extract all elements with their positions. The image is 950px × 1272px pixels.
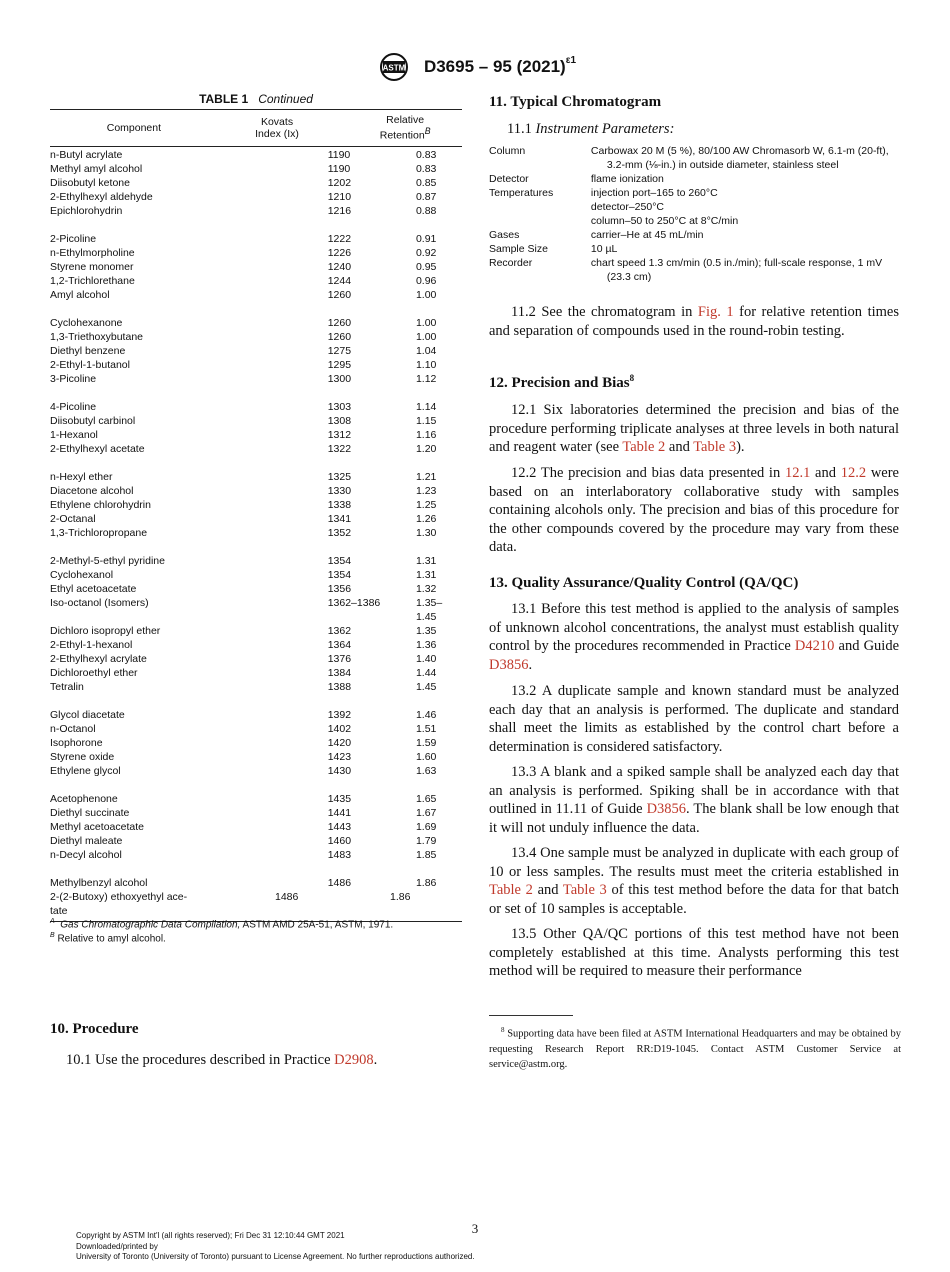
link-12-1[interactable]: 12.1 xyxy=(784,465,811,481)
cell-kovats-index: 1260 xyxy=(327,317,352,329)
cell-kovats-index: 1486 xyxy=(275,891,299,903)
section-12-heading: 12. Precision and Bias$^8$ xyxy=(489,373,635,391)
cell-kovats-index: 1300 xyxy=(327,373,352,385)
para-13-5: 13.5 Other QA/QC portions of this test method have not been completely established at this time. Analysts performing this test method will be required to measure their performance xyxy=(489,926,899,980)
cell-kovats-index: 1240 xyxy=(327,261,352,273)
table-row xyxy=(50,176,462,190)
cell-component: 2-Ethyl-1-hexanol xyxy=(50,639,133,651)
para-13-3: 13.3 A blank and a spiked sample shall be analyzed each day that an analysis is performed. Spiking shall be in accordance with that outlined in 11.11 of Guide D3856. The blank shall be low enough that it will not unduly influence the data. xyxy=(489,764,899,836)
cell-relative-retention: 1.20 xyxy=(415,443,437,455)
cell-kovats-index: 1362 xyxy=(327,625,352,637)
row-gap xyxy=(50,610,462,624)
parameter-row xyxy=(489,242,901,256)
section-13-heading: 13. Quality Assurance/Quality Control (QA/QC) xyxy=(489,575,799,591)
parameter-label xyxy=(489,214,591,228)
cell-component: n-Hexyl ether xyxy=(50,471,113,483)
cell-component: n-Ethylmorpholine xyxy=(50,247,135,259)
table-row xyxy=(50,582,462,596)
parameter-label xyxy=(489,200,591,214)
cell-relative-retention: 1.30 xyxy=(415,527,437,539)
link-d4210[interactable]: D4210 xyxy=(794,638,835,655)
cell-relative-retention: 1.23 xyxy=(415,485,437,497)
cell-component: 1,3-Triethoxybutane xyxy=(50,331,143,343)
cell-component: Diethyl maleate xyxy=(50,835,123,847)
cell-kovats-index: 1330 xyxy=(327,485,352,497)
row-gap xyxy=(50,862,462,876)
cell-component: Acetophenone xyxy=(50,793,118,805)
cell-relative-retention: 0.83 xyxy=(415,149,437,161)
cell-kovats-index: 1486 xyxy=(327,877,352,889)
cell-component: Glycol diacetate xyxy=(50,709,125,721)
table-row xyxy=(50,330,462,344)
cell-relative-retention: 0.85 xyxy=(415,177,437,189)
cell-component: Tetralin xyxy=(50,681,84,693)
row-gap xyxy=(50,778,462,792)
cell-component: Ethylene chlorohydrin xyxy=(50,499,151,511)
cell-kovats-index: 1430 xyxy=(327,765,352,777)
cell-component: Epichlorohydrin xyxy=(50,205,123,217)
table-footnote-a: $^A$ Gas Chromatographic Data Compilation, ASTM AMD 25A-51, ASTM, 1971. xyxy=(50,918,394,931)
link-table-2b[interactable]: Table 2 xyxy=(489,882,533,899)
cell-component: Diisobutyl carbinol xyxy=(50,415,136,427)
cell-component: 2-Ethyl-1-butanol xyxy=(50,359,130,371)
designation: D3695 – 95 $(2021)^{\varepsilon 1}$ xyxy=(423,55,577,76)
cell-relative-retention: 1.00 xyxy=(415,331,437,343)
cell-relative-retention: 1.16 xyxy=(415,429,437,441)
cell-relative-retention: 0.95 xyxy=(415,261,437,273)
table-row xyxy=(50,666,462,680)
table-row xyxy=(50,890,462,918)
cell-relative-retention: 0.96 xyxy=(415,275,437,287)
cell-kovats-index: 1362–1386 xyxy=(327,597,381,609)
cell-kovats-index: 1338 xyxy=(327,499,352,511)
cell-relative-retention: 1.31 xyxy=(415,555,437,567)
section-10-heading: 10. Procedure xyxy=(50,1021,139,1037)
cell-relative-retention: 1.00 xyxy=(415,289,437,301)
copyright-notice: Copyright by ASTM Int'l (all rights reserved); Fri Dec 31 12:10:44 GMT 2021 Downloaded/printed by University of Toronto (University of Toronto) pursuant to License Agreement. No further reproductions authorized. xyxy=(76,1231,475,1261)
cell-kovats-index: 1423 xyxy=(327,751,352,763)
table-row xyxy=(50,806,462,820)
cell-component: 2-Picoline xyxy=(50,233,97,245)
cell-component: n-Butyl acrylate xyxy=(50,149,123,161)
parameter-label: Column xyxy=(489,145,526,157)
parameter-value: chart speed 1.3 cm/min (0.5 in./min); full-scale response, 1 mV (23.3 cm) xyxy=(590,257,883,283)
cell-relative-retention: 1.79 xyxy=(415,835,437,847)
table-row xyxy=(50,288,462,302)
cell-kovats-index: 1392 xyxy=(327,709,352,721)
cell-relative-retention: 1.26 xyxy=(415,513,437,525)
link-12-2[interactable]: 12.2 xyxy=(840,465,867,481)
table-row xyxy=(50,834,462,848)
cell-component: n-Decyl alcohol xyxy=(50,849,122,861)
para-13-4: 13.4 One sample must be analyzed in duplicate with each group of 10 or less samples. The results must meet the criteria established in Table 2 and Table 3 of this test method before the data for that batch or set of 10 samples is acceptable. xyxy=(489,845,899,917)
para-12-1: 12.1 Six laboratories determined the precision and bias of the procedure performing triplicate analyses at three levels in both natural and reagent water (see Table 2 and Table 3). xyxy=(489,402,899,456)
table-row xyxy=(50,792,462,806)
cell-component: Amyl alcohol xyxy=(50,289,110,301)
cell-kovats-index: 1354 xyxy=(327,555,352,567)
cell-kovats-index: 1384 xyxy=(327,667,352,679)
table-row xyxy=(50,680,462,694)
cell-relative-retention: 1.44 xyxy=(415,667,437,679)
cell-component: Ethylene glycol xyxy=(50,765,121,777)
cell-component: n-Octanol xyxy=(50,723,96,735)
footnote-8: $^8$ Supporting data have been filed at ASTM International Headquarters and may be obtained by requesting Research Report RR:D19-1045. Contact ASTM Customer Service at service@astm.org. xyxy=(489,1026,901,1070)
cell-kovats-index: 1443 xyxy=(327,821,352,833)
cell-kovats-index: 1388 xyxy=(327,681,352,693)
table-row xyxy=(50,554,462,568)
table-body xyxy=(50,147,462,921)
table-row xyxy=(50,820,462,834)
cell-component: 2-Ethylhexyl aldehyde xyxy=(50,191,153,203)
row-gap xyxy=(50,386,462,400)
table-row xyxy=(50,764,462,778)
table-row xyxy=(50,316,462,330)
cell-relative-retention: 1.00 xyxy=(415,317,437,329)
table-row xyxy=(50,876,462,890)
row-gap xyxy=(50,694,462,708)
table-caption: TABLE 1 Continued xyxy=(199,92,313,106)
table-row xyxy=(50,274,462,288)
parameter-value: carrier–He at 45 mL/min xyxy=(590,229,704,241)
cell-kovats-index: 1308 xyxy=(327,415,352,427)
parameter-row xyxy=(489,144,901,172)
row-gap xyxy=(50,540,462,554)
parameter-row xyxy=(489,214,901,228)
cell-component: 2-Methyl-5-ethyl pyridine xyxy=(50,555,165,567)
table-row xyxy=(50,148,462,162)
cell-component: Styrene monomer xyxy=(50,261,134,273)
cell-kovats-index: 1226 xyxy=(327,247,352,259)
cell-relative-retention: 1.12 xyxy=(415,373,437,385)
cell-component: Diethyl benzene xyxy=(50,345,126,357)
cell-relative-retention: 0.88 xyxy=(415,205,437,217)
cell-relative-retention: 1.15 xyxy=(415,415,437,427)
parameter-value: injection port–165 to 260°C xyxy=(590,187,718,199)
cell-relative-retention: 1.25 xyxy=(415,499,437,511)
parameter-row xyxy=(489,200,901,214)
parameter-value: Carbowax 20 M (5 %), 80/100 AW Chromasorb W, 6.1-m (20-ft), 3.2-mm (⅛-in.) in outside diameter, stainless steel xyxy=(590,145,889,171)
parameter-label: Sample Size xyxy=(489,243,548,255)
table-row xyxy=(50,638,462,652)
table-row xyxy=(50,162,462,176)
cell-kovats-index: 1295 xyxy=(327,359,352,371)
col-component: Component xyxy=(106,122,162,134)
table-footnote-b: $^B$ Relative to amyl alcohol. xyxy=(50,932,166,945)
table-row xyxy=(50,358,462,372)
row-gap xyxy=(50,302,462,316)
cell-relative-retention: 1.85 xyxy=(415,849,437,861)
cell-kovats-index: 1341 xyxy=(327,513,352,525)
cell-component: Dichloroethyl ether xyxy=(50,667,138,679)
para-11-1: 11.1 Instrument Parameters: xyxy=(507,121,675,137)
parameter-label: Detector xyxy=(489,173,529,185)
cell-component: Iso-octanol (Isomers) xyxy=(50,597,149,609)
parameter-value: 10 µL xyxy=(590,243,618,255)
table-row xyxy=(50,750,462,764)
cell-kovats-index: 1210 xyxy=(327,191,352,203)
cell-component: Diacetone alcohol xyxy=(50,485,134,497)
cell-kovats-index: 1303 xyxy=(327,401,352,413)
cell-kovats-index: 1216 xyxy=(327,205,352,217)
cell-component: Cyclohexanol xyxy=(50,569,114,581)
astm-logo-icon xyxy=(374,52,414,82)
cell-component: Styrene oxide xyxy=(50,751,115,763)
table-row xyxy=(50,204,462,218)
cell-component: 1,2-Trichlorethane xyxy=(50,275,135,287)
cell-component: Isophorone xyxy=(50,737,103,749)
table-row xyxy=(50,652,462,666)
para-11-2: 11.2 See the chromatogram in Fig. 1 for relative retention times and separation of compounds used in the round-robin testing. xyxy=(489,304,899,339)
row-gap xyxy=(50,218,462,232)
cell-relative-retention: 1.60 xyxy=(415,751,437,763)
cell-component: Dichloro isopropyl ether xyxy=(50,625,161,637)
cell-relative-retention: 1.67 xyxy=(415,807,437,819)
cell-kovats-index: 1364 xyxy=(327,639,352,651)
table-row xyxy=(50,736,462,750)
cell-relative-retention: 1.40 xyxy=(415,653,437,665)
parameter-label: Recorder xyxy=(489,257,533,269)
link-d2908[interactable]: D2908 xyxy=(334,1052,374,1068)
cell-component: Ethyl acetoacetate xyxy=(50,583,137,595)
cell-kovats-index: 1435 xyxy=(327,793,352,805)
table-row xyxy=(50,484,462,498)
cell-relative-retention: 0.87 xyxy=(415,191,437,203)
parameter-value: column–50 to 250°C at 8°C/min xyxy=(590,215,739,227)
parameter-label: Gases xyxy=(489,229,520,241)
table-row xyxy=(50,400,462,414)
footnote-divider xyxy=(489,1015,573,1016)
cell-relative-retention: 1.35 xyxy=(415,625,437,637)
cell-component: 1-Hexanol xyxy=(50,429,98,441)
table-header xyxy=(50,110,462,147)
cell-relative-retention: 1.86 xyxy=(390,891,411,903)
table-row xyxy=(50,512,462,526)
link-d3856-2[interactable]: D3856 xyxy=(646,801,687,818)
cell-kovats-index: 1312 xyxy=(327,429,352,441)
table-row xyxy=(50,372,462,386)
table-row xyxy=(50,470,462,484)
cell-relative-retention: 0.91 xyxy=(415,233,437,245)
para-13-1: 13.1 Before this test method is applied to the analysis of samples of unknown alcohol concentrations, the analyst must establish quality control by the procedures recommended in Practice D4210 and Guide D3856. xyxy=(489,601,900,673)
cell-kovats-index: 1260 xyxy=(327,289,352,301)
cell-relative-retention: 1.51 xyxy=(415,723,437,735)
cell-kovats-index: 1420 xyxy=(327,737,352,749)
cell-kovats-index: 1402 xyxy=(327,723,352,735)
cell-component: Diethyl succinate xyxy=(50,807,130,819)
table-row xyxy=(50,498,462,512)
cell-relative-retention: 1.21 xyxy=(415,471,437,483)
cell-kovats-index: 1354 xyxy=(327,569,352,581)
table-row xyxy=(50,232,462,246)
table-row xyxy=(50,428,462,442)
cell-kovats-index: 1244 xyxy=(327,275,352,287)
parameter-row xyxy=(489,228,901,242)
page-number: 3 xyxy=(471,1221,479,1236)
cell-relative-retention: 1.46 xyxy=(415,709,437,721)
cell-component: 1,3-Trichloropropane xyxy=(50,527,148,539)
cell-kovats-index: 1190 xyxy=(327,149,351,161)
table-row xyxy=(50,526,462,540)
cell-kovats-index: 1190 xyxy=(327,163,351,175)
col-kovats: Kovats Index (Ix) xyxy=(255,116,299,140)
link-fig-1[interactable]: Fig. 1 xyxy=(697,304,734,320)
parameter-row xyxy=(489,186,901,200)
parameter-label: Temperatures xyxy=(489,187,554,199)
table-row xyxy=(50,568,462,582)
cell-component: 4-Picoline xyxy=(50,401,97,413)
cell-kovats-index: 1441 xyxy=(327,807,352,819)
cell-kovats-index: 1460 xyxy=(327,835,352,847)
cell-relative-retention: 1.32 xyxy=(415,583,437,595)
cell-relative-retention: 1.36 xyxy=(415,639,437,651)
table-row xyxy=(50,442,462,456)
svg-text:ASTM: ASTM xyxy=(382,63,406,73)
cell-component: 2-(2-Butoxy) ethoxyethyl ace- tate xyxy=(50,891,188,917)
table-row xyxy=(50,414,462,428)
cell-relative-retention: 1.14 xyxy=(415,401,437,413)
parameter-value: flame ionization xyxy=(590,173,664,185)
section-11-heading: 11. Typical Chromatogram xyxy=(489,94,662,110)
table-row xyxy=(50,624,462,638)
table-row xyxy=(50,848,462,862)
parameter-row xyxy=(489,256,901,284)
cell-kovats-index: 1483 xyxy=(327,849,352,861)
table-row xyxy=(50,190,462,204)
cell-relative-retention: 1.10 xyxy=(415,359,437,371)
table-row xyxy=(50,596,462,623)
page-header xyxy=(0,52,950,82)
cell-component: 2-Octanal xyxy=(50,513,96,525)
cell-kovats-index: 1222 xyxy=(327,233,352,245)
cell-relative-retention: 1.69 xyxy=(415,821,437,833)
link-d3856[interactable]: D3856 xyxy=(489,656,529,673)
cell-relative-retention: 1.35–1.45 xyxy=(415,597,443,623)
cell-component: Diisobutyl ketone xyxy=(50,177,130,189)
cell-relative-retention: 1.86 xyxy=(415,877,437,889)
link-table-3b[interactable]: Table 3 xyxy=(562,882,607,899)
table-row xyxy=(50,722,462,736)
cell-relative-retention: 1.04 xyxy=(415,345,437,357)
col-relative-retention: Relative Retention$^B$ xyxy=(379,114,431,142)
cell-component: 2-Ethylhexyl acetate xyxy=(50,443,145,455)
table-row xyxy=(50,708,462,722)
table-1 xyxy=(50,109,462,922)
cell-relative-retention: 1.65 xyxy=(415,793,437,805)
row-gap xyxy=(50,456,462,470)
para-13-2: 13.2 A duplicate sample and known standard must be analyzed each day that an analysis is performed. The duplicate and standard shall meet the limits as established by the control chart before a determination is considered satisfactory. xyxy=(489,683,899,755)
cell-component: Methylbenzyl alcohol xyxy=(50,877,148,889)
table-row xyxy=(50,344,462,358)
parameter-value: detector–250°C xyxy=(590,201,664,213)
cell-component: Methyl amyl alcohol xyxy=(50,163,143,175)
cell-component: 2-Ethylhexyl acrylate xyxy=(50,653,147,665)
cell-relative-retention: 0.92 xyxy=(415,247,437,259)
cell-kovats-index: 1202 xyxy=(327,177,352,189)
cell-kovats-index: 1325 xyxy=(327,471,352,483)
cell-kovats-index: 1322 xyxy=(327,443,352,455)
cell-kovats-index: 1352 xyxy=(327,527,352,539)
cell-relative-retention: 1.59 xyxy=(415,737,437,749)
table-row xyxy=(50,246,462,260)
instrument-parameters xyxy=(489,144,901,284)
cell-kovats-index: 1376 xyxy=(327,653,352,665)
para-12-2: 12.2 The precision and bias data presented in 12.1 and 12.2 were based on an interlaboratory collaborative study with samples containing alcohols only. The precision and bias of this procedure for the other compounds covered by the procedure may vary from these data. xyxy=(489,465,899,556)
cell-kovats-index: 1356 xyxy=(327,583,352,595)
cell-component: 3-Picoline xyxy=(50,373,97,385)
cell-relative-retention: 1.31 xyxy=(415,569,437,581)
cell-component: Methyl acetoacetate xyxy=(50,821,144,833)
cell-relative-retention: 1.45 xyxy=(415,681,437,693)
link-table-3[interactable]: Table 3 xyxy=(693,439,737,456)
cell-relative-retention: 0.83 xyxy=(415,163,437,175)
cell-component: Cyclohexanone xyxy=(50,317,123,329)
cell-kovats-index: 1275 xyxy=(327,345,352,357)
cell-relative-retention: 1.63 xyxy=(415,765,437,777)
link-table-2[interactable]: Table 2 xyxy=(622,439,666,456)
para-10-1: 10.1 Use the procedures described in Practice D2908. xyxy=(66,1052,378,1068)
table-row xyxy=(50,260,462,274)
parameter-row xyxy=(489,172,901,186)
cell-kovats-index: 1260 xyxy=(327,331,352,343)
